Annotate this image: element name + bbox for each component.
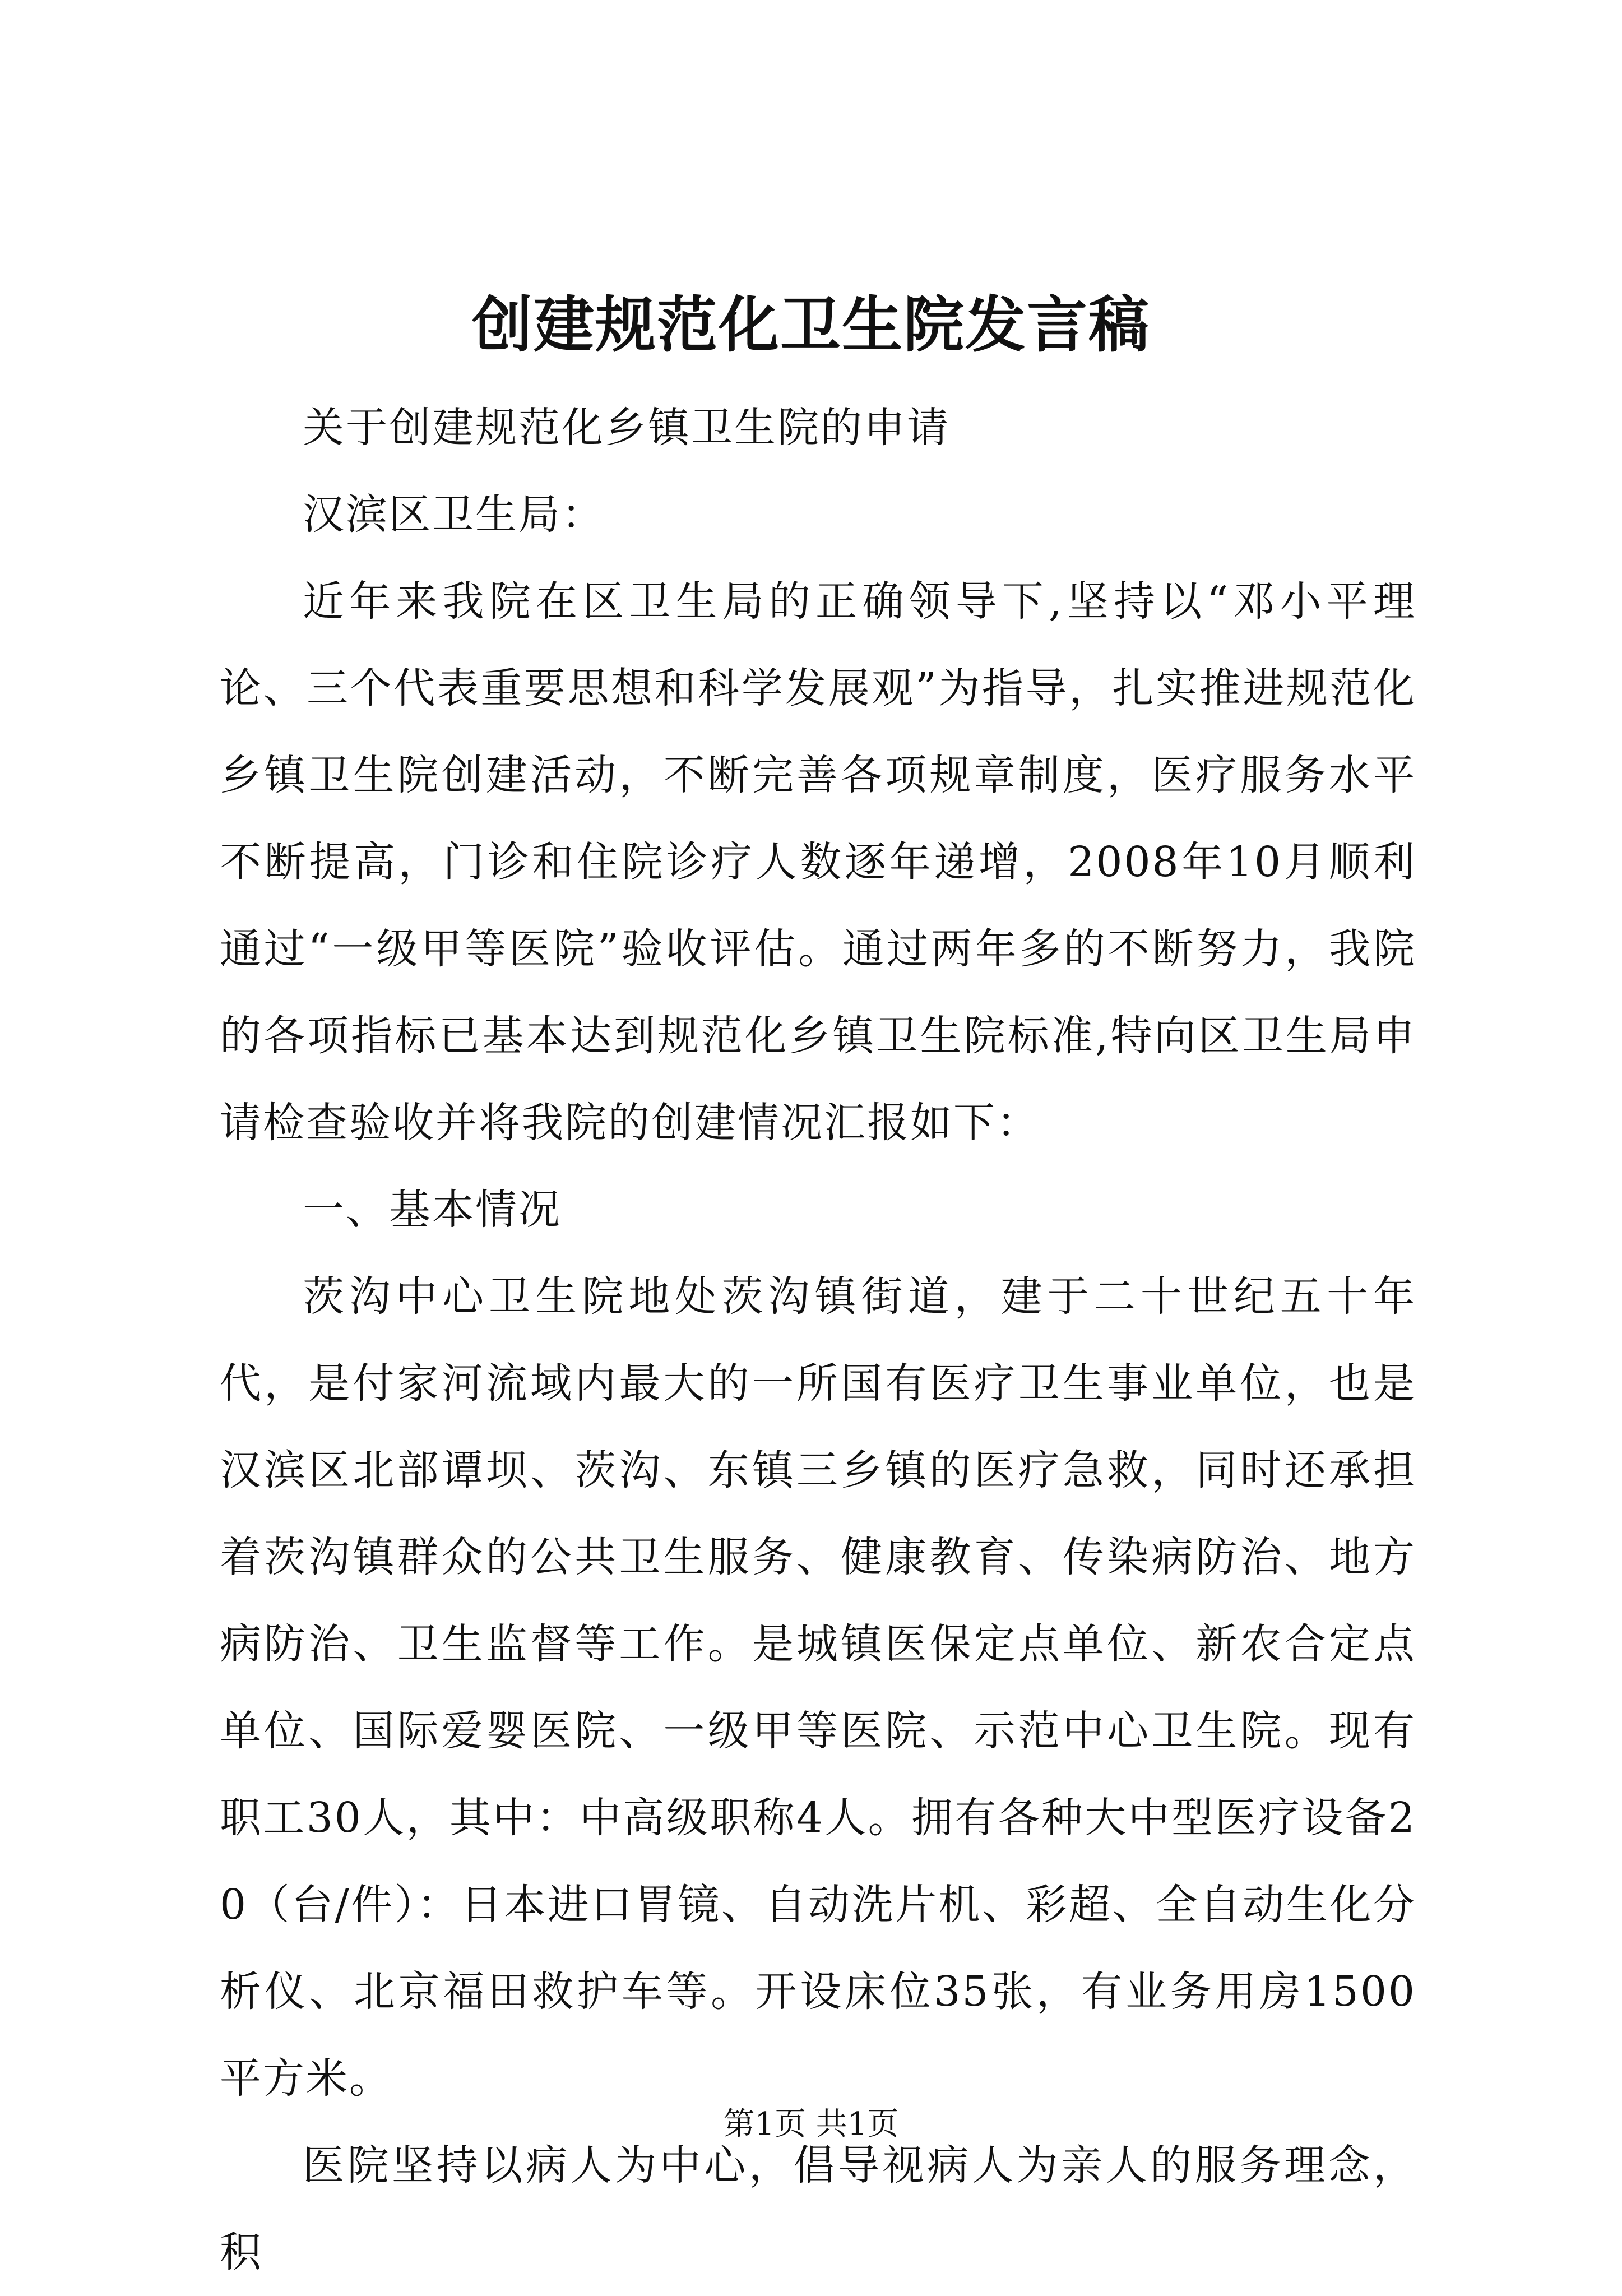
body-paragraph: 医院坚持以病人为中心，倡导视病人为亲人的服务理念，积 xyxy=(220,2141,1416,2276)
section-heading: 一、基本情况 xyxy=(303,1186,562,1234)
body-paragraph: 茨沟中心卫生院地处茨沟镇街道，建于二十世纪五十年代，是付家河流域内最大的一所国有医疗卫生事业单位，也是汉滨区北部谭坝、茨沟、东镇三乡镇的医疗急救，同时还承担着茨沟镇群众的公共卫生服务、健康教育、传染病防治、地方病防治、卫生监督等工作。是城镇医保定点单位、新农合定点单位、国际爱婴医院、一级甲等医院、示范中心卫生院。现有职工30人，其中：中高级职称4人。拥有各种大中型医疗设备20（台/件）：日本进口胃镜、自动洗片机、彩超、全自动生化分析仪、北京福田救护车等。开设床位35张，有业务用房1500平方米。 xyxy=(220,1272,1416,2103)
page-footer: 第1页 共1页 xyxy=(723,2106,899,2142)
document-title: 创建规范化卫生院发言稿 xyxy=(471,290,1150,360)
subject-line: 关于创建规范化乡镇卫生院的申请 xyxy=(303,404,950,452)
document-body xyxy=(220,385,1416,2296)
recipient-line: 汉滨区卫生局： xyxy=(303,490,605,539)
body-paragraph: 近年来我院在区卫生局的正确领导下,坚持以“邓小平理论、三个代表重要思想和科学发展观”为指导，扎实推进规范化乡镇卫生院创建活动，不断完善各项规章制度，医疗服务水平不断提高，门诊和住院诊疗人数逐年递增，2008年10月顺利通过“一级甲等医院”验收评估。通过两年多的不断努力，我院的各项指标已基本达到规范化乡镇卫生院标准,特向区卫生局申请检查验收并将我院的创建情况汇报如下： xyxy=(220,577,1416,1147)
